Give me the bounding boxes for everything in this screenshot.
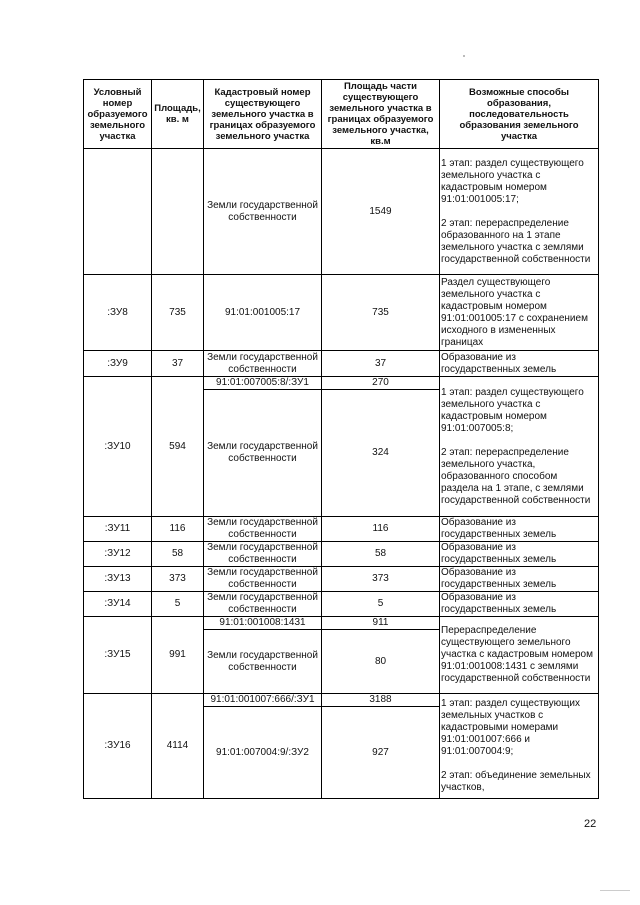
formation-method: Образование из государственных земель: [440, 351, 599, 377]
plot-area: 373: [152, 567, 204, 592]
part-area: 37: [322, 351, 440, 377]
formation-method: Раздел существующего земельного участка с кадастровым номером 91:01:001005:17 с сохранением исходного в измененных границах: [440, 275, 599, 351]
cadastral-number: 91:01:001008:1431: [204, 617, 322, 630]
page-number: 22: [584, 818, 597, 830]
plot-area: 735: [152, 275, 204, 351]
table-row: [84, 517, 599, 542]
table-row: [84, 617, 599, 630]
plot-number: :ЗУ12: [84, 542, 152, 567]
cadastral-number: Земли государственной собственности: [204, 390, 322, 517]
formation-method: Образование из государственных земель: [440, 567, 599, 592]
cadastral-number: 91:01:007005:8/:ЗУ1: [204, 377, 322, 390]
part-area: 927: [322, 707, 440, 799]
plot-number: [84, 149, 152, 275]
table-row: [84, 567, 599, 592]
method-step-2: 2 этап: перераспределение земельного участка, образованного способом раздела на 1 этапе, с землями государственной собственности: [441, 446, 591, 506]
formation-method: Образование из государственных земель: [440, 592, 599, 617]
part-area: 80: [322, 630, 440, 694]
formation-method: [440, 377, 599, 517]
formation-method: [440, 149, 599, 275]
land-plots-table: [83, 79, 599, 799]
table-row: [84, 275, 599, 351]
cadastral-number: Земли государственной собственности: [204, 149, 322, 275]
method-step-2: 2 этап: перераспределение образованного на 1 этапе земельного участка с землями государственной собственности: [441, 217, 591, 265]
header-area: Площадь, кв. м: [152, 80, 204, 149]
part-area: 5: [322, 592, 440, 617]
formation-method: [440, 694, 599, 799]
part-area: 735: [322, 275, 440, 351]
plot-area: 116: [152, 517, 204, 542]
table-row: [84, 351, 599, 377]
plot-number: :ЗУ8: [84, 275, 152, 351]
cadastral-number: Земли государственной собственности: [204, 567, 322, 592]
cadastral-number: Земли государственной собственности: [204, 592, 322, 617]
part-area: 1549: [322, 149, 440, 275]
part-area: 911: [322, 617, 440, 630]
header-row: [84, 80, 599, 149]
plot-area: 594: [152, 377, 204, 517]
table-row: [84, 694, 599, 707]
part-area: 324: [322, 390, 440, 517]
part-area: 58: [322, 542, 440, 567]
scan-speck: [463, 55, 465, 57]
table-row: [84, 149, 599, 275]
plot-area: 4114: [152, 694, 204, 799]
plot-number: :ЗУ9: [84, 351, 152, 377]
plot-area: 5: [152, 592, 204, 617]
method-step-2: 2 этап: объединение земельных участков,: [441, 770, 591, 793]
plot-area: 991: [152, 617, 204, 694]
plot-number: :ЗУ14: [84, 592, 152, 617]
part-area: 373: [322, 567, 440, 592]
plot-number: :ЗУ10: [84, 377, 152, 517]
header-plot-number: Условный номер образуемого земельного участка: [84, 80, 152, 149]
cadastral-number: Земли государственной собственности: [204, 517, 322, 542]
formation-method: Перераспределение существующего земельного участка с кадастровым номером 91:01:001008:1431 с землями государственной собственности: [440, 617, 599, 694]
table-row: [84, 377, 599, 390]
part-area: 116: [322, 517, 440, 542]
plot-number: :ЗУ16: [84, 694, 152, 799]
plot-number: :ЗУ11: [84, 517, 152, 542]
plot-number: :ЗУ13: [84, 567, 152, 592]
formation-method: Образование из государственных земель: [440, 517, 599, 542]
plot-number: :ЗУ15: [84, 617, 152, 694]
scan-artifact: [600, 890, 630, 891]
cadastral-number: 91:01:001005:17: [204, 275, 322, 351]
part-area: 3188: [322, 694, 440, 707]
cadastral-number: 91:01:001007:666/:ЗУ1: [204, 694, 322, 707]
cadastral-number: Земли государственной собственности: [204, 351, 322, 377]
part-area: 270: [322, 377, 440, 390]
cadastral-number: Земли государственной собственности: [204, 542, 322, 567]
plot-area: [152, 149, 204, 275]
header-cadastral-number: Кадастровый номер существующего земельного участка в границах образуемого земельного участка: [204, 80, 322, 149]
header-formation-method: Возможные способы образования, последовательность образования земельного участка: [440, 80, 599, 149]
formation-method: Образование из государственных земель: [440, 542, 599, 567]
plot-area: 37: [152, 351, 204, 377]
method-step-1: 1 этап: раздел существующего земельного участка с кадастровым номером 91:01:001005:17;: [441, 157, 584, 205]
table-row: [84, 592, 599, 617]
cadastral-number: 91:01:007004:9/:ЗУ2: [204, 707, 322, 799]
plot-area: 58: [152, 542, 204, 567]
header-part-area: Площадь части существующего земельного участка в границах образуемого земельного участка, кв.м: [322, 80, 440, 149]
cadastral-number: Земли государственной собственности: [204, 630, 322, 694]
table-row: [84, 542, 599, 567]
method-step-1: 1 этап: раздел существующего земельного участка с кадастровым номером 91:01:007005:8;: [441, 386, 584, 434]
method-step-1: 1 этап: раздел существующих земельных участков с кадастровыми номерами 91:01:001007:666 и 91:01:007004:9;: [441, 698, 580, 757]
